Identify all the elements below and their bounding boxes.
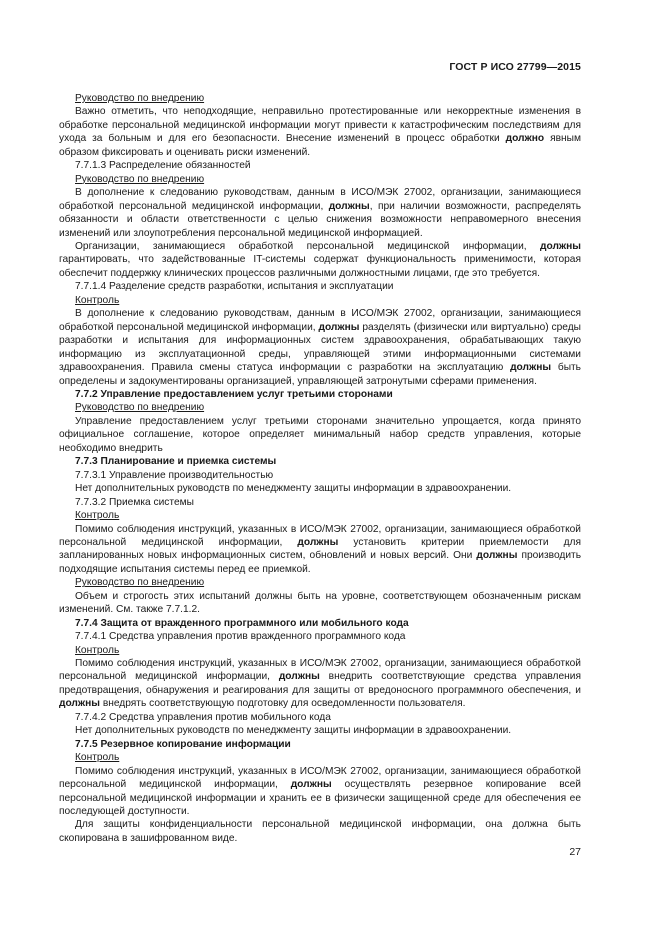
emphasis-text: должно <box>505 133 545 145</box>
subsection-title <box>59 159 581 172</box>
emphasis-text: должны <box>540 240 581 252</box>
text-run: 7.7.3.1 Управление производительностью <box>75 469 274 481</box>
text-run: 7.7.4.1 Средства управления против вражденного программного кода <box>75 631 406 643</box>
page-number: 27 <box>569 846 581 858</box>
text-run: гарантировать, что задействованные IT-системы содержат функциональность применимости, которая обеспечит поддержку клинических процессов различными должностными лицами, где это требуется. <box>59 254 581 279</box>
section-label <box>59 644 581 657</box>
emphasis-text: должны <box>476 550 518 562</box>
text-run: Руководство по внедрению <box>75 93 205 104</box>
text-run: Организации, занимающиеся обработкой персональной медицинской информации, <box>75 240 541 252</box>
text-run: , при наличии возможности, распределять обязанности и области ответственности с целью снижения возможности неправомерного внесения изменений или злоупотребления персональной медицинской информацией. <box>59 200 581 239</box>
text-run: Руководство по внедрению <box>75 173 205 185</box>
text-run: Для защиты конфиденциальности персональной медицинской информации, она должна быть скопирована в зашифрованном виде. <box>59 819 581 844</box>
text-run: Контроль <box>75 644 120 656</box>
text-run: быть определены и задокументированы организацией, управляющей затронутыми сферами применения. <box>59 362 581 387</box>
text-run: 7.7.3.2 Приемка системы <box>75 496 194 508</box>
emphasis-text: должны <box>278 671 320 683</box>
emphasis-text: должны <box>318 321 360 333</box>
text-run: установить критерии приемлемости для запланированных новых информационных систем, обновлений и новых версий. Они <box>59 536 581 562</box>
emphasis-text: должны <box>510 362 552 374</box>
subsection-title <box>59 280 581 293</box>
section-label <box>59 509 581 522</box>
document-body <box>59 92 581 845</box>
text-run: Помимо соблюдения инструкций, указанных в ИСО/МЭК 27002, организации, занимающиеся обработкой персональной медицинской информации, <box>59 658 581 683</box>
paragraph <box>59 818 581 845</box>
emphasis-text: должны <box>328 200 370 212</box>
emphasis-text: должны <box>297 536 339 548</box>
text-run: 7.7.3 Планирование и приемка системы <box>75 456 277 468</box>
subsection-title <box>59 630 581 643</box>
section-label <box>59 751 581 764</box>
text-run: Помимо соблюдения инструкций, указанных в ИСО/МЭК 27002, организации, занимающиеся обработкой персональной медицинской информации, <box>59 765 581 791</box>
section-label <box>59 92 581 105</box>
text-run: В дополнение к следованию руководствам, данным в ИСО/МЭК 27002, организации, занимающиеся обработкой персональной медицинской информации, <box>59 308 581 333</box>
text-run: Нет дополнительных руководств по менеджменту защиты информации в здравоохранении. <box>75 483 512 495</box>
text-run: внедрить соответствующие средства управления предотвращения, обнаружения и реагирования для защиты от вредоносного программного обеспечения, и <box>59 671 581 696</box>
section-heading <box>59 738 581 751</box>
document-header: ГОСТ Р ИСО 27799—2015 <box>449 61 581 73</box>
subsection-title <box>59 469 581 482</box>
paragraph <box>59 240 581 280</box>
text-run: Руководство по внедрению <box>75 402 205 414</box>
section-label <box>59 576 581 589</box>
text-run: Контроль <box>75 294 120 306</box>
text-run: производить подходящие испытания системы перед ее приемкой. <box>59 550 582 575</box>
text-run: явным образом фиксировать и оценивать риски изменений. <box>59 133 581 158</box>
text-run: Объем и строгость этих испытаний должны быть на уровне, соответствующем обозначенным рискам изменений. См. также 7.7.1.2. <box>59 590 581 616</box>
text-run: Управление предоставлением услуг третьими сторонами значительно упрощается, когда принято официальное соглашение, которое определяет минимальный набор средств управления, которые необходимо внедрить <box>59 415 581 454</box>
text-run: Контроль <box>75 510 120 522</box>
subsection-title <box>59 496 581 509</box>
paragraph <box>59 482 581 495</box>
text-run: Нет дополнительных руководств по менеджменту защиты информации в здравоохранении. <box>75 725 512 737</box>
section-label <box>59 173 581 186</box>
paragraph <box>59 765 581 819</box>
text-run: Контроль <box>75 752 120 764</box>
section-label <box>59 294 581 307</box>
text-run: осуществлять резервное копирование всей персональной медицинской информации и хранить ее в физически защищенной среде для обеспечения ее последующей доступности. <box>59 779 581 818</box>
paragraph <box>59 590 581 617</box>
emphasis-text: должны <box>59 698 100 710</box>
section-label <box>59 401 581 414</box>
paragraph <box>59 523 581 577</box>
section-heading <box>59 388 581 401</box>
text-run: Важно отметить, что неподходящие, неправильно протестированные или некорректные изменения в обработке персональной медицинской информации могут привести к катастрофическим последствиям для ухода за больным и для его безопасности. Внесение изменений в процесс обработки <box>59 106 581 145</box>
text-run: 7.7.2 Управление предоставлением услуг третьими сторонами <box>75 388 393 400</box>
section-heading <box>59 617 581 630</box>
emphasis-text: должны <box>290 779 332 791</box>
section-heading <box>59 455 581 468</box>
paragraph <box>59 724 581 737</box>
text-run: В дополнение к следованию руководствам, данным в ИСО/МЭК 27002, организации, занимающиеся обработкой персональной медицинской информации, <box>59 187 581 212</box>
text-run: 7.7.4 Защита от вражденного программного или мобильного кода <box>75 617 409 629</box>
paragraph <box>59 415 581 455</box>
paragraph <box>59 307 581 388</box>
text-run: 7.7.5 Резервное копирование информации <box>75 738 291 750</box>
text-run: 7.7.1.4 Разделение средств разработки, испытания и эксплуатации <box>75 281 394 293</box>
text-run: 7.7.4.2 Средства управления против мобильного кода <box>75 711 331 723</box>
text-run: разделять (физически или виртуально) среды разработки и испытания для информационных систем здравоохранения, обрабатывающих такую информацию из эксплуатационной среды, управляющей этими информационными системами здравоохранения. Правила смены статуса информации с разработки на эксплуатацию <box>59 321 581 374</box>
text-run: 7.7.1.3 Распределение обязанностей <box>75 160 251 172</box>
text-run: внедрять соответствующую подготовку для осведомленности пользователя. <box>99 698 466 710</box>
text-run: Помимо соблюдения инструкций, указанных в ИСО/МЭК 27002, организации, занимающиеся обработкой персональной медицинской информации, <box>59 523 581 548</box>
paragraph <box>59 186 581 240</box>
paragraph <box>59 105 581 159</box>
subsection-title <box>59 711 581 724</box>
paragraph <box>59 657 581 711</box>
text-run: Руководство по внедрению <box>75 577 205 589</box>
